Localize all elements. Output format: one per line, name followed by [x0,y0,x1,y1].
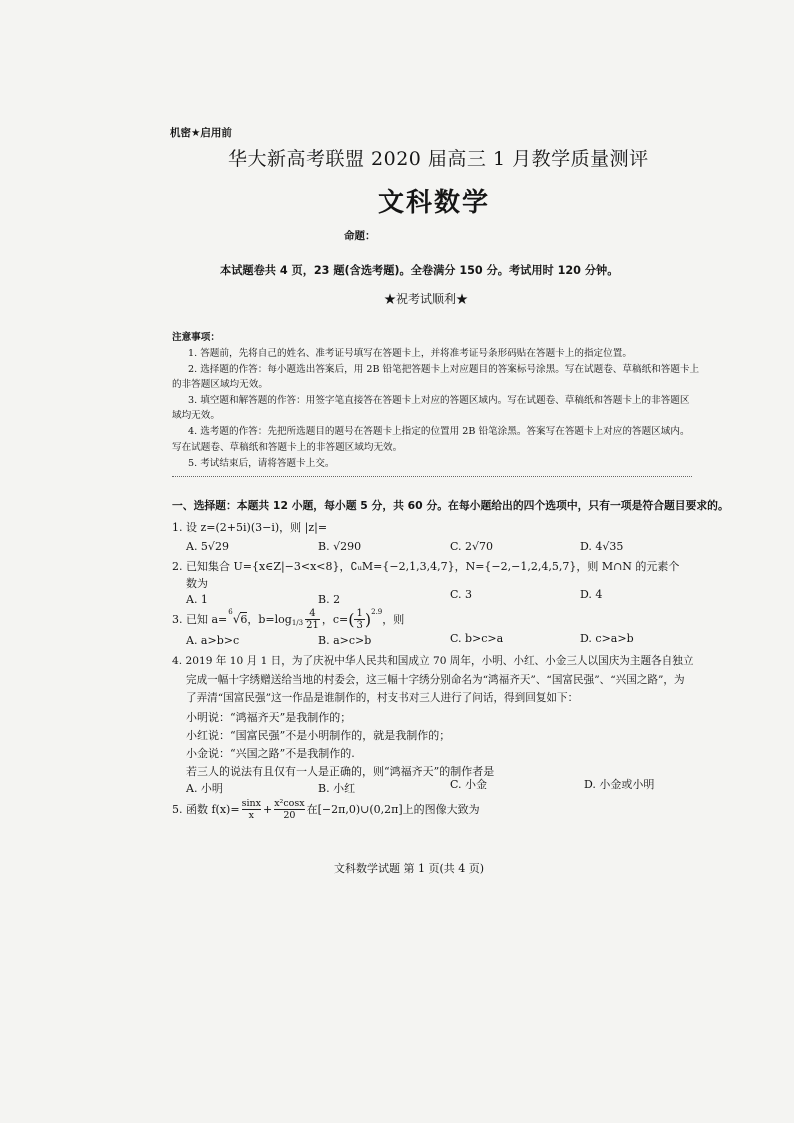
q5-fraction-2 [274,798,304,821]
exam-summary: 本试题卷共 4 页，23 题(含选考题)。全卷满分 150 分。考试用时 120 分钟。 [220,264,619,277]
q3-a-root-index: 6 [228,608,233,617]
exam-title: 华大新高考联盟 2020 届高三 1 月教学质量测评 [228,148,649,170]
q5-frac2-denominator: 20 [274,809,304,821]
question-4-option-c: C. 小金 [450,778,488,791]
question-3-option-d: D. c>a>b [580,632,634,645]
q3-b-base: 1/3 [291,619,304,627]
question-2-option-b: B. 2 [318,593,341,606]
section-title: 一、选择题：本题共 12 小题，每小题 5 分，共 60 分。在每小题给出的四个选项中，只有一项是符合题目要求的。 [172,499,729,512]
notice-title: 注意事项： [172,332,220,343]
q3-a-radical: $^6$√6 [228,608,248,626]
question-4-line: 小金说：“兴国之路”不是我制作的. [186,747,355,760]
q5-fraction-1 [242,798,261,821]
question-3-option-b: B. a>c>b [318,634,372,647]
question-2-option-a: A. 1 [186,593,208,606]
notice-line: 3. 填空题和解答题的作答：用签字笔直接答在答题卡上对应的答题区域内。写在试题卷、草稿纸和答题卡上的非答题区 [188,395,690,406]
question-4-line: 完成一幅十字绣赠送给当地的村委会，这三幅十字绣分别命名为“鸿福齐天”、“国富民强”、“兴国之路”，为 [186,674,685,686]
question-2-option-d: D. 4 [580,588,603,601]
separator-line [172,476,692,477]
question-4-option-d: D. 小金或小明 [584,778,655,791]
question-1-stem: 1. 设 z=(2+5i)(3−i)，则 |z|= [172,521,328,534]
q5-text-b: 在[−2π,0)∪(0,2π]上的图像大致为 [306,803,480,816]
notice-line: 的非答题区域均无效。 [172,379,268,390]
notice-line: 2. 选择题的作答：每小题选出答案后，用 2B 铅笔把答题卡上对应题目的答案标号涂黑。写在试题卷、草稿纸和答题卡上 [188,364,700,375]
question-1-option-b: B. √290 [318,540,362,553]
notice-line: 4. 选考题的作答：先把所选题目的题号在答题卡上指定的位置用 2B 铅笔涂黑。答案写在答题卡上对应的答题区域内。 [188,426,690,437]
q5-frac1-denominator: x [242,809,261,821]
q5-text-a: 5. 函数 f(x)= [172,803,240,816]
q3-a-root-value: 6 [240,613,248,626]
q3-c-fraction [354,608,364,631]
question-3-option-a: A. a>b>c [186,634,240,647]
q3-text-a: 3. 已知 a= [172,613,228,626]
question-4-line: 小明说：“鸿福齐天”是我制作的； [186,711,352,724]
q5-frac1-numerator: sinx [241,797,261,809]
q3-c-numerator: 1 [356,607,363,619]
q3-c-denominator: 3 [356,619,363,631]
question-3-option-c: C. b>c>a [450,632,504,645]
question-4-line: 4. 2019 年 10 月 1 日，为了庆祝中华人民共和国成立 70 周年，小明、小红、小金三人以国庆为主题各自独立 [172,655,694,667]
question-3-stem: 3. 已知 a= $^6$√6 ，b=log $_{1/3}$ $\frac{4}{21}$ ，c= ( $\frac{1}{3}$ ) $^{2.9}$ ，则 [172,607,405,631]
q3-b-numerator: 4 [309,607,316,619]
author-label: 命题： [344,230,376,242]
notice-line: 写在试题卷、草稿纸和答题卡上的非答题区域均无效。 [172,442,403,453]
question-1-option-c: C. 2√70 [450,540,494,553]
good-luck-wish: ★祝考试顺利★ [384,292,469,306]
subject-title: 文科数学 [378,188,491,218]
q3-text-b: ，b=log [247,613,292,626]
question-4-line: 小红说：“国富民强”不是小明制作的，就是我制作的； [186,729,451,742]
notice-line: 域均无效。 [172,410,220,421]
q3-b-denominator: 21 [306,619,319,631]
q3-b-fraction [305,608,320,631]
q3-text-d: ，则 [382,613,405,626]
question-4-option-b: B. 小红 [318,782,356,795]
question-2-stem: 2. 已知集合 U={x∈Z|−3<x<8}，∁ᵤM={−2,1,3,4,7}，N={−2,−1,2,4,5,7}，则 M∩N 的元素个 [172,560,680,573]
notice-line: 5. 考试结束后，请将答题卡上交。 [188,458,335,469]
q5-plus: + [262,802,273,816]
question-1-option-a: A. 5√29 [186,540,229,553]
q3-text-c: ，c= [321,613,349,626]
question-2-stem-cont: 数为 [186,577,208,590]
question-2-option-c: C. 3 [450,588,473,601]
confidential-mark: 机密★启用前 [170,127,232,139]
question-4-line: 若三人的说法有且仅有一人是正确的，则“鸿福齐天”的制作者是 [186,765,495,778]
page-footer: 文科数学试题 第 1 页(共 4 页) [334,862,485,875]
question-4-option-a: A. 小明 [186,782,223,795]
q5-frac2-numerator: x²cosx [274,797,305,809]
question-4-line: 了弄清“国富民强”这一作品是谁制作的，村支书对三人进行了问话，得到回复如下： [186,692,579,704]
q3-c-exponent: 2.9 [371,608,383,616]
question-1-option-d: D. 4√35 [580,540,624,553]
question-5-stem [172,796,480,822]
notice-line: 1. 答题前，先将自己的姓名、准考证号填写在答题卡上，并将准考证号条形码贴在答题卡上的指定位置。 [188,348,632,359]
